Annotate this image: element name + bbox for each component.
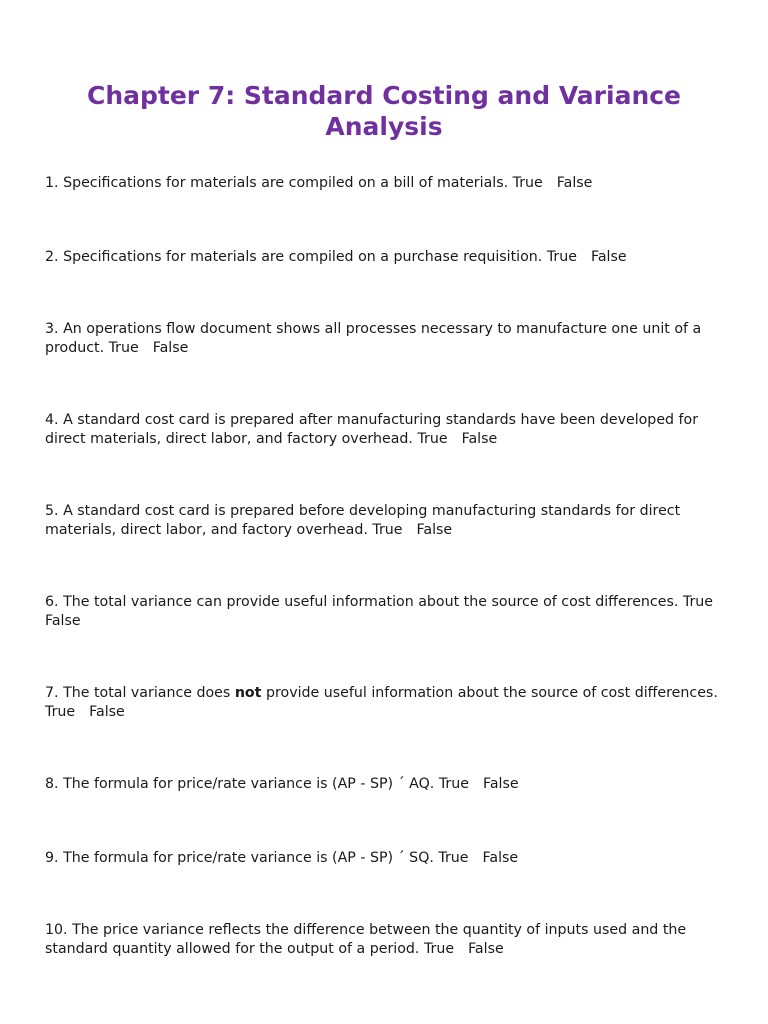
question-number: 9. <box>45 850 59 866</box>
question-text: The price variance reflects the difference between the quantity of inputs used and the standard quantity allowed for the output of a period. <box>45 922 687 957</box>
true-option: True <box>682 594 713 610</box>
question-3 <box>45 320 735 358</box>
question-number: 7. <box>45 685 59 701</box>
question-text: The formula for price/rate variance is (AP - SP) ´ AQ. <box>63 776 435 792</box>
question-emphasis: not <box>234 685 262 701</box>
true-option: True <box>512 175 543 191</box>
question-text: An operations flow document shows all processes necessary to manufacture one unit of a product. <box>45 321 702 356</box>
question-number: 5. <box>45 503 59 519</box>
question-text: A standard cost card is prepared before developing manufacturing standards for direct materials, direct labor, and factory overhead. <box>45 503 681 538</box>
question-number: 6. <box>45 594 59 610</box>
question-text: Specifications for materials are compiled on a purchase requisition. <box>63 249 543 265</box>
question-7 <box>45 684 735 722</box>
question-number: 8. <box>45 776 59 792</box>
true-option: True <box>423 941 455 957</box>
false-option: False <box>416 522 453 538</box>
false-option: False <box>45 613 81 629</box>
question-number: 1. <box>45 175 59 191</box>
question-number: 2. <box>45 249 59 265</box>
true-option: True <box>45 704 76 720</box>
question-text: The total variance can provide useful information about the source of cost differences. <box>63 594 679 610</box>
false-option: False <box>556 175 593 191</box>
question-6 <box>45 593 735 631</box>
false-option: False <box>152 340 189 356</box>
question-10 <box>45 921 735 959</box>
question-text: Specifications for materials are compiled on a bill of materials. <box>63 175 509 191</box>
false-option: False <box>468 941 504 957</box>
true-option: True <box>108 340 139 356</box>
question-2 <box>45 248 735 267</box>
true-option: True <box>546 249 577 265</box>
true-option: True <box>372 522 403 538</box>
false-option: False <box>482 776 519 792</box>
question-8 <box>45 775 735 794</box>
false-option: False <box>89 704 125 720</box>
true-option: True <box>438 850 469 866</box>
question-text-before: The total variance does <box>63 685 231 701</box>
question-4 <box>45 411 735 449</box>
question-text: The formula for price/rate variance is (AP - SP) ´ SQ. <box>63 850 434 866</box>
true-option: True <box>438 776 469 792</box>
question-number: 10. <box>45 922 68 938</box>
page-title: Chapter 7: Standard Costing and Variance Analysis <box>86 81 682 141</box>
question-text: A standard cost card is prepared after manufacturing standards have been developed for direct materials, direct labor, and factory overhead. <box>45 412 699 447</box>
question-9 <box>45 849 735 868</box>
question-number: 3. <box>45 321 59 337</box>
question-number: 4. <box>45 412 59 428</box>
false-option: False <box>461 431 498 447</box>
question-5 <box>45 502 735 540</box>
question-text-after: provide useful information about the source of cost differences. <box>265 685 718 701</box>
question-1 <box>45 174 735 193</box>
true-option: True <box>417 431 448 447</box>
false-option: False <box>590 249 627 265</box>
false-option: False <box>482 850 519 866</box>
